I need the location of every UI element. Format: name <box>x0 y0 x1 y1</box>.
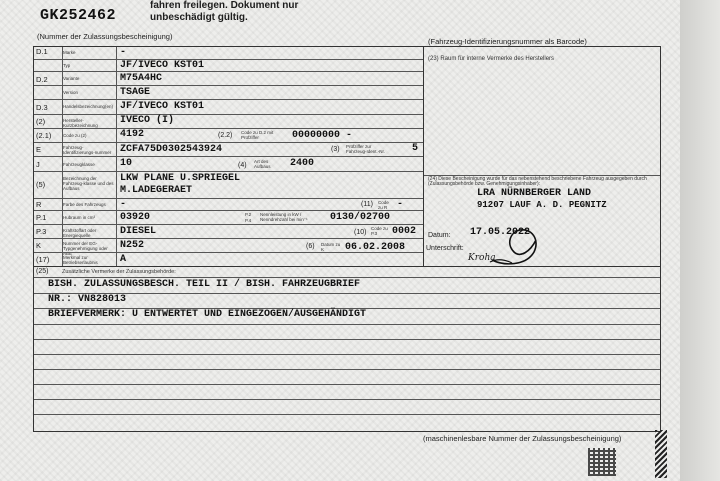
notice-text <box>150 0 298 24</box>
field-label: Typ <box>63 63 71 68</box>
field-value: M75A4HC <box>120 73 163 84</box>
field-code: K <box>36 241 42 250</box>
field-label: Farbe des Fahrzeugs <box>63 202 106 207</box>
field-label: Nennleistung in kW / Nenndrehzahl bei min⁻¹ <box>260 212 308 222</box>
field-label: Fahrzeugklasse <box>63 162 95 167</box>
row-version <box>34 85 423 99</box>
remark-line-1: BISH. ZULASSUNGSBESCH. TEIL II / BISH. FAHRZEUGBRIEF <box>48 279 361 290</box>
field-code: P.3 <box>36 227 47 236</box>
barcode-caption: (Fahrzeug-Identifizierungsnummer als Barcode) <box>428 37 587 46</box>
field-value: 2400 <box>290 158 315 169</box>
row-j <box>34 156 423 171</box>
field-code: (2.1) <box>36 131 52 140</box>
certificate-number-caption: (Nummer der Zulassungsbescheinigung) <box>37 32 173 41</box>
page-edge <box>680 0 720 481</box>
row-e <box>34 142 423 156</box>
ruled-line <box>34 324 660 325</box>
field-code: (2.2) <box>218 132 233 139</box>
row-d1 <box>34 47 423 59</box>
field-value: DIESEL <box>120 226 157 237</box>
field-25-code: (25) <box>36 268 49 275</box>
authority-name: LRA NÜRNBERGER LAND <box>477 188 592 199</box>
row-p3 <box>34 224 423 238</box>
field-label: Code zu D.2 mit Prüfziffer <box>241 130 274 140</box>
row-2-1 <box>34 128 423 142</box>
row-d2 <box>34 71 423 85</box>
field-label: Kraftstoffart oder Energiequelle <box>63 228 97 238</box>
field-value: 03920 <box>120 212 151 223</box>
field-label: Nummer der EG-Typgenehmigung oder ABE <box>63 241 108 256</box>
remarks-section <box>33 267 661 432</box>
field-value: IVECO (I) <box>120 115 175 126</box>
field-value-line-2: M.LADEGERAET <box>120 185 193 196</box>
field-label: Prüfziffer zur Fahrzeug-Ident.-Nr. <box>346 144 386 154</box>
field-code: (10) <box>354 229 367 236</box>
row-d3 <box>34 99 423 114</box>
qr-code-icon <box>588 448 616 476</box>
field-code: D.1 <box>36 47 48 56</box>
field-value: 06.02.2008 <box>345 242 406 253</box>
manufacturer-notes-box <box>424 47 660 176</box>
issuer-panel <box>424 46 661 267</box>
field-value: 00000000 - <box>292 130 353 141</box>
field-value: JF/IVECO KST01 <box>120 60 205 71</box>
field-code: (5) <box>36 180 46 189</box>
field-label: Code zu (2) <box>63 133 87 138</box>
date-label: Datum: <box>428 232 451 239</box>
row-r <box>34 198 423 210</box>
signature: Kroha <box>468 253 496 263</box>
field-label: Hersteller-Kurzbezeichnung <box>63 118 98 128</box>
field-value: - <box>120 47 127 58</box>
signature-scribble-icon <box>484 222 544 268</box>
field-value: 10 <box>120 158 133 169</box>
field-label: Code zu R <box>378 200 389 210</box>
field-value: A <box>120 254 127 265</box>
field-23-label: (23) Raum für interne Vermerke des Herstellers <box>428 56 555 62</box>
row-17 <box>34 252 423 266</box>
field-code: (6) <box>306 243 315 250</box>
ruled-line <box>34 414 660 415</box>
field-code: D.2 <box>36 75 48 84</box>
field-label: Fahrzeug-Identifizierungs-nummer <box>63 145 112 155</box>
field-value: JF/IVECO KST01 <box>120 101 205 112</box>
row-typ <box>34 59 423 71</box>
field-label: Merkmal zur Betriebserlaubnis <box>63 255 98 265</box>
field-code: P.4 <box>245 218 252 223</box>
row-5 <box>34 171 423 198</box>
field-value: LKW PLANE U.SPRIEGEL <box>120 173 241 184</box>
issue-date: 17.05.2022 <box>470 227 531 238</box>
security-stripe <box>655 430 667 478</box>
field-value: 5 <box>412 143 419 154</box>
field-code: D.3 <box>36 103 48 112</box>
field-value: - <box>397 199 404 210</box>
ruled-line <box>34 369 660 370</box>
field-value: TSAGE <box>120 87 151 98</box>
field-value: 0130/02700 <box>330 212 391 223</box>
field-code: J <box>36 160 40 169</box>
field-label: Datum zu K <box>321 242 341 252</box>
ruled-line <box>34 354 660 355</box>
field-24-label: (24) Diese Bescheinigung wurde für das nebenstehend beschriebene Fahrzeug ausgegeben durch (Zulassungsbehörde bzw. Genehmigungsinhaber): <box>428 176 647 187</box>
field-value: ZCFA75D0302543924 <box>120 144 223 155</box>
signature-label: Unterschrift: <box>426 245 464 252</box>
field-25-label: Zusätzliche Vermerke der Zulassungsbehörde: <box>62 269 176 275</box>
ruled-line <box>34 399 660 400</box>
document-number: GK252462 <box>40 7 117 24</box>
field-label: Code zu P.3 <box>371 226 388 236</box>
ruled-line <box>34 384 660 385</box>
field-code: P.2 <box>245 212 252 217</box>
field-label: Art des Aufbaus <box>254 159 271 169</box>
field-label: Handelsbezeichnung(en) <box>63 104 114 109</box>
field-label: Variante <box>63 76 80 81</box>
row-p1 <box>34 210 423 224</box>
field-value: 4192 <box>120 129 145 140</box>
row-2 <box>34 114 423 128</box>
remark-line-3: BRIEFVERMERK: U ENTWERTET UND EINGEZOGEN/AUSGEHÄNDIGT <box>48 309 367 320</box>
notice-line-2: unbeschädigt gültig. <box>150 12 248 23</box>
field-label: Bezeichnung der Fahrzeug-klasse und des Aufbaus <box>63 176 114 191</box>
ruled-line <box>34 339 660 340</box>
field-code: (4) <box>238 162 247 169</box>
field-value: - <box>120 199 127 210</box>
field-label: Marke <box>63 50 76 55</box>
field-label: Hubraum in cm³ <box>63 215 96 220</box>
field-code: (3) <box>331 146 340 153</box>
field-value: N252 <box>120 240 145 251</box>
remark-line-2: NR.: VN828013 <box>48 294 127 305</box>
machine-readable-caption: (maschinenlesbare Nummer der Zulassungsbescheinigung) <box>423 434 622 443</box>
field-code: (11) <box>361 201 373 208</box>
row-k <box>34 238 423 256</box>
authority-address: 91207 LAUF A. D. PEGNITZ <box>477 200 607 210</box>
ruled-line <box>34 277 660 278</box>
field-code: P.1 <box>36 213 47 222</box>
field-code: E <box>36 145 42 154</box>
field-code: (17) <box>36 255 50 264</box>
vehicle-data-form <box>33 46 424 267</box>
ruled-line <box>34 293 660 294</box>
field-code: R <box>36 200 42 209</box>
field-code: (2) <box>36 117 46 126</box>
field-value: 0002 <box>392 226 417 237</box>
notice-line-1: fahren freilegen. Dokument nur <box>150 0 299 11</box>
field-label: Version <box>63 90 79 95</box>
